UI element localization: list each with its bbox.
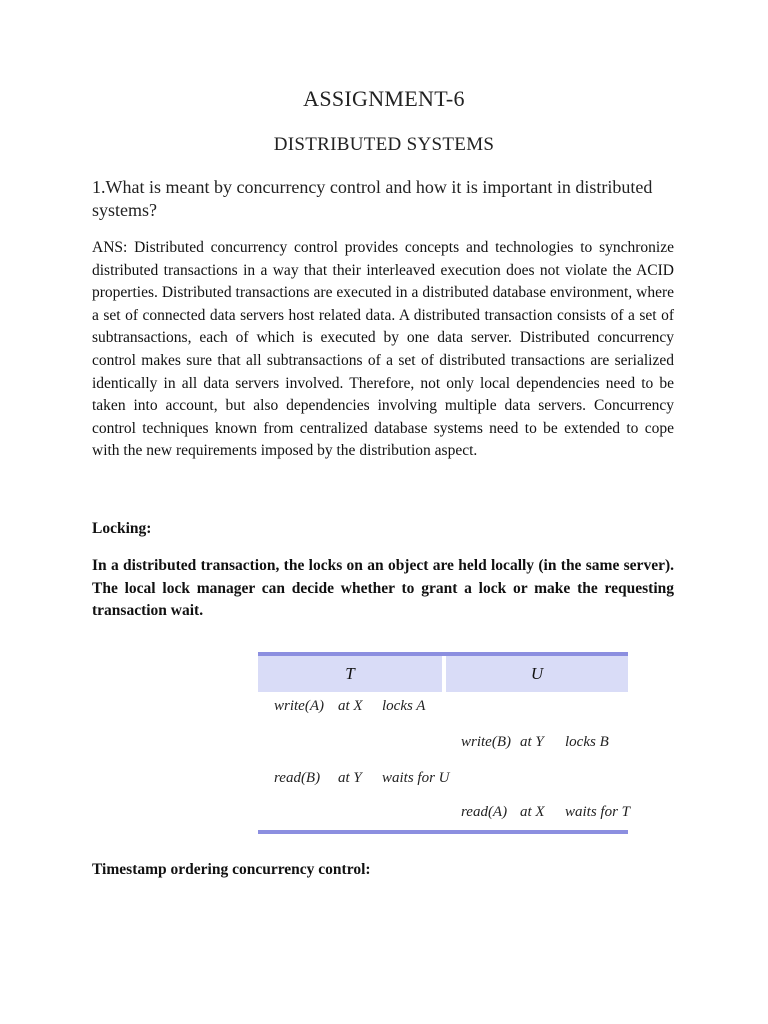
table-cell-op: write(A) — [274, 698, 324, 714]
question-text: 1.What is meant by concurrency control and how it is important in distributed systems? — [92, 177, 653, 220]
document-subtitle: DISTRIBUTED SYSTEMS — [273, 134, 495, 155]
answer-paragraph: ANS: Distributed concurrency control provides concepts and technologies to synchronize distributed transactions in a way that their interleaved execution does not violate the ACID properties. Distributed transactions are executed in a distributed database environment, where a set of connected data servers host related data. A distributed transaction consists of a set of subtransactions, each of which is executed by one data server. Distributed concurrency control makes sure that all subtransactions of a set of distributed transactions are serialized identically in all data servers involved. Therefore, not only local dependencies need to be taken into account, but also dependencies involving multiple data servers. Concurrency control techniques known from centralized database systems need to be extended to cope with the new requirements imposed by the distribution aspect. — [92, 239, 674, 460]
timestamp-heading: Timestamp ordering concurrency control: — [92, 861, 371, 878]
table-cell-at: at X — [520, 804, 545, 820]
table-bottom-rule — [258, 830, 628, 834]
document-title: ASSIGNMENT-6 — [303, 86, 465, 111]
table-cell-at: at X — [338, 698, 363, 714]
table-cell-op: read(B) — [274, 770, 321, 786]
table-cell-at: at Y — [520, 734, 544, 750]
table-header-t: T — [258, 656, 442, 692]
table-cell-action: waits for U — [382, 770, 450, 786]
table-cell-at: at Y — [338, 770, 362, 786]
table-cell-action: locks B — [565, 734, 609, 750]
locking-table-figure — [258, 652, 631, 836]
locking-heading: Locking: — [92, 520, 152, 537]
table-cell-op: read(A) — [461, 804, 508, 820]
table-header-u: U — [446, 656, 628, 692]
locking-paragraph: In a distributed transaction, the locks on an object are held locally (in the same server). The local lock manager can decide whether to grant a lock or make the requesting transaction wait. — [92, 557, 674, 620]
table-cell-action: waits for T — [565, 804, 631, 820]
table-cell-action: locks A — [382, 698, 426, 714]
table-cell-op: write(B) — [461, 734, 511, 750]
